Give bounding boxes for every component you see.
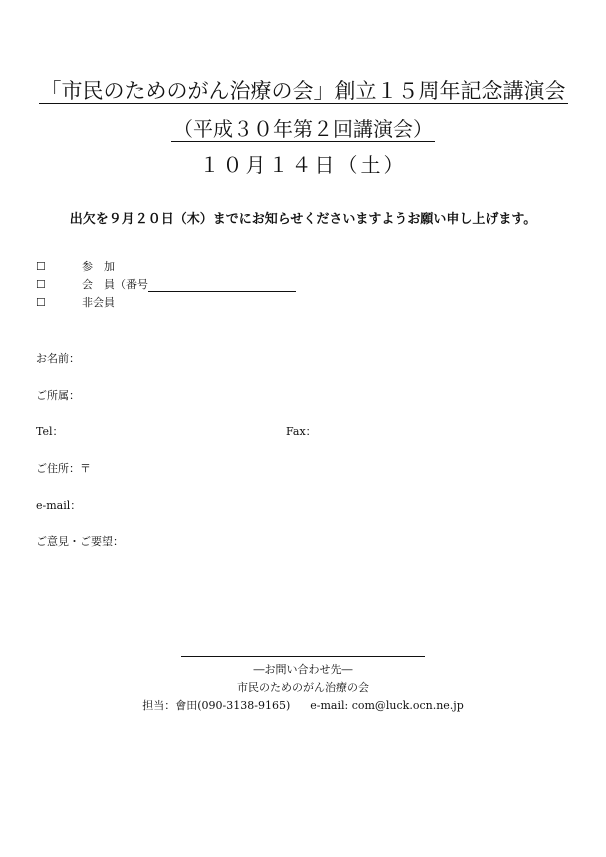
checkbox-member[interactable]: ☐ (36, 278, 46, 291)
contact-person: 担当：會田(090-3138-9165) (142, 699, 291, 712)
option-nonmember[interactable] (36, 296, 115, 310)
contact-details (0, 699, 606, 713)
title-line-2 (0, 116, 606, 142)
field-email-label: e-mail： (36, 499, 82, 512)
field-name-label: お名前： (36, 352, 80, 365)
option-member[interactable] (36, 278, 296, 292)
option-nonmember-label: 非会員 (82, 296, 115, 309)
option-member-label: 会 員（番号 (82, 278, 148, 291)
title-line-2-text: （平成３０年第２回講演会） (173, 117, 433, 141)
checkbox-attend[interactable]: ☐ (36, 260, 46, 273)
title-line-1-text: 「市民のためのがん治療の会」創立１５周年記念講演会 (40, 79, 566, 103)
event-date: １０月１４日（土） (199, 153, 407, 177)
contact-heading: ―お問い合わせ先― (253, 663, 353, 676)
contact-divider (181, 656, 425, 657)
field-tel-label: Tel： (36, 425, 64, 438)
option-attend[interactable] (36, 260, 115, 274)
contact-organization: 市民のためのがん治療の会 (237, 681, 369, 694)
field-address-label: ご住所：〒 (36, 462, 91, 475)
rsvp-notice: 出欠を９月２０日（木）までにお知らせくださいますようお願い申し上げます。 (69, 212, 537, 227)
member-number-blank[interactable] (148, 279, 296, 292)
field-affiliation-label: ご所属： (36, 389, 80, 402)
field-fax-label: Fax： (286, 425, 317, 438)
option-attend-label: 参 加 (82, 260, 115, 273)
title-line-1 (0, 78, 606, 104)
contact-email[interactable]: e-mail: com@luck.ocn.ne.jp (310, 699, 464, 712)
checkbox-nonmember[interactable]: ☐ (36, 296, 46, 309)
field-comments-label: ご意見・ご要望： (36, 535, 124, 548)
